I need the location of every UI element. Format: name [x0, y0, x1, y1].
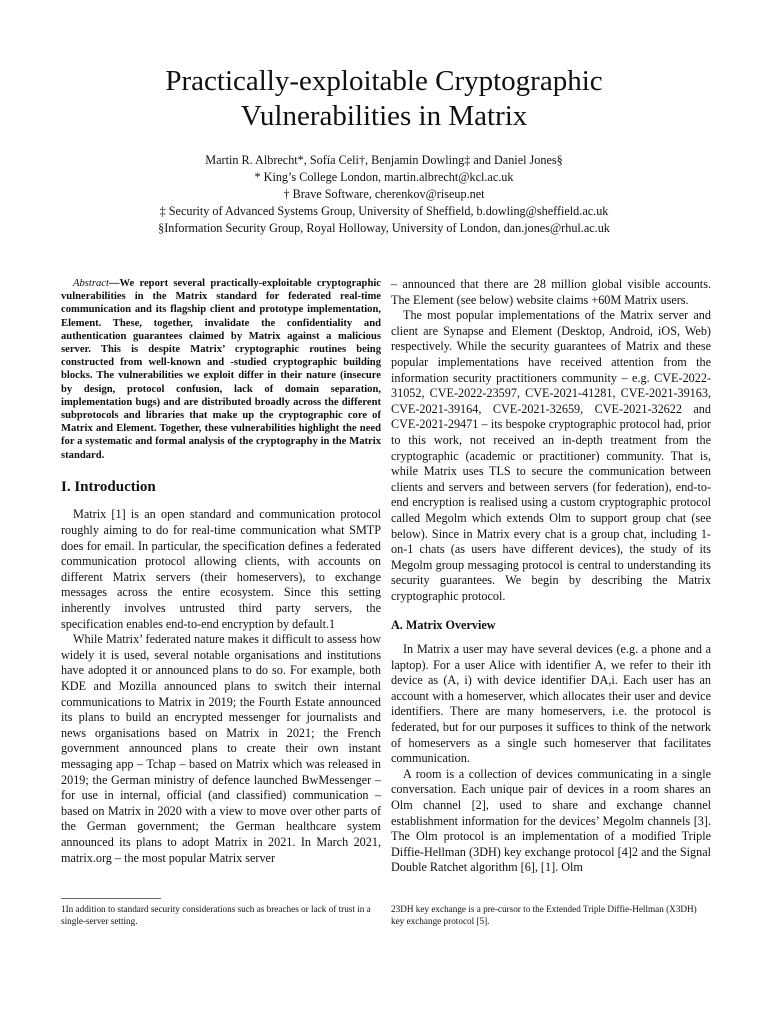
paper-title — [0, 64, 768, 134]
intro-paragraph-2: While Matrix’ federated nature makes it difficult to assess how widely it is used, several notable organisations and institutions have adopted it or announced plans to do so. For example, both KDE and Mozilla announced plans to switch their internal communications to Matrix in 2019; the Fourth Estate announced its plans to build an encrypted messenger for journalists and news organisations based on Matrix in 2021; the French government announced plans to create their own instant messaging app – Tchap – based on Matrix which was released in 2019; the German ministry of defence launched BwMessenger – for use in internal, official (and classified) communication – based on Matrix in 2020 with a view to move over other parts of the German government; the German healthcare system announced its plans to adopt Matrix in 2021. In March 2021, matrix.org – the most popular Matrix server — [61, 632, 381, 865]
right-column — [391, 277, 711, 876]
intro-paragraph-1: Matrix [1] is an open standard and communication protocol roughly aiming to do for real-time communication what SMTP does for email. In particular, the specification defines a federated communication protocol allowing clients, with accounts on different Matrix servers (their homeservers), to exchange messages across the entire ecosystem. Since this setting inherently involves untrusted third party servers, the specification enables end-to-end encryption by default.1 — [61, 507, 381, 631]
author-names: Martin R. Albrecht*, Sofía Celi†, Benjamin Dowling‡ and Daniel Jones§ — [205, 153, 563, 167]
right-paragraph-2: The most popular implementations of the Matrix server and client are Synapse and Element (Desktop, Android, iOS, Web) respectively. While the security guarantees of Matrix and these popular implementations have received attention from the information security practitioners community – e.g. CVE-2022-31052, CVE-2022-23597, CVE-2021-41281, CVE-2021-39163, CVE-2021-39164, CVE-2021-32659, CVE-2021-32622 and CVE-2021-29471 – its bespoke cryptographic protocol had, prior to this work, not received an in-depth treatment from the cryptographic (academic or practitioner) community. That is, while Matrix uses TLS to secure the communication between clients and servers and between servers (for federation), end-to-end encryption is realised using a custom cryptographic protocol called Megolm which extends Olm to support group chat (see below). Since in Matrix every chat is a group chat, including 1-on-1 chats (as users have different devices), the study of its Megolm group messaging protocol is central to understanding its security guarantees. We begin by describing the Matrix cryptographic protocol. — [391, 308, 711, 603]
footnote-2: 23DH key exchange is a pre-cursor to the Extended Triple Diffie-Hellman (X3DH) key exchange protocol [5]. — [391, 904, 697, 926]
abstract-body: —We report several practically-exploitable cryptographic vulnerabilities in the Matrix standard for federated real-time communication and its flagship client and prototype implementation, Element. These, together, invalidate the confidentiality and authentication guarantees claimed by Matrix against a malicious server. This is despite Matrix’ cryptographic routines being constructed from well-known and -studied cryptographic building blocks. The vulnerabilities we exploit differ in their nature (insecure by design, protocol confusion, lack of domain separation, implementation bugs) and are distributed broadly across the different subprotocols and libraries that make up the cryptographic core of Matrix and Element. Together, these vulnerabilities highlight the need for a systematic and formal analysis of the cryptography in the Matrix standard. — [61, 278, 381, 461]
footnote-1: 1In addition to standard security considerations such as breaches or lack of trust in a single-server setting. — [61, 904, 371, 926]
subsection-heading-matrix-overview: A. Matrix Overview — [391, 618, 496, 633]
left-column — [61, 277, 381, 866]
abstract — [61, 277, 381, 462]
title-line-1: Practically-exploitable Cryptographic — [165, 65, 603, 97]
title-line-2: Vulnerabilities in Matrix — [240, 100, 528, 132]
overview-paragraph-1: In Matrix a user may have several devices (e.g. a phone and a laptop). For a user Alice with identifier A, we refer to their ith device as (A, i) with device identifier DA,i. Each user has an account with a homeserver, which allocates their user and device identifiers. There are many homeservers, i.e. the protocol is federated, but for our purposes it suffices to think of the network of homeservers as a single such homeserver that facilitates communication. — [391, 642, 711, 766]
author-block — [0, 152, 768, 237]
right-paragraph-1: – announced that there are 28 million global visible accounts. The Element (see below) website claims +60M Matrix users. — [391, 277, 711, 307]
overview-paragraph-2: A room is a collection of devices communicating in a single conversation. Each unique pair of devices in a room shares an Olm channel [2], used to share and exchange channel establishment information for the devices’ Megolm channels [3]. The Olm protocol is an implementation of a modified Triple Diffie-Hellman (3DH) key exchange protocol [4]2 and the Signal Double Ratchet algorithm [6], [1]. Olm — [391, 766, 711, 875]
section-heading-introduction: I. Introduction — [61, 478, 156, 495]
affiliation-1: * King’s College London, martin.albrecht@kcl.ac.uk — [254, 170, 514, 184]
affiliation-3: ‡ Security of Advanced Systems Group, University of Sheffield, b.dowling@sheffield.ac.uk — [159, 204, 609, 218]
affiliation-4: §Information Security Group, Royal Holloway, University of London, dan.jones@rhul.ac.uk — [158, 221, 610, 235]
affiliation-2: † Brave Software, cherenkov@riseup.net — [283, 187, 485, 201]
footnote-rule — [61, 898, 161, 899]
abstract-label: Abstract — [73, 278, 109, 289]
